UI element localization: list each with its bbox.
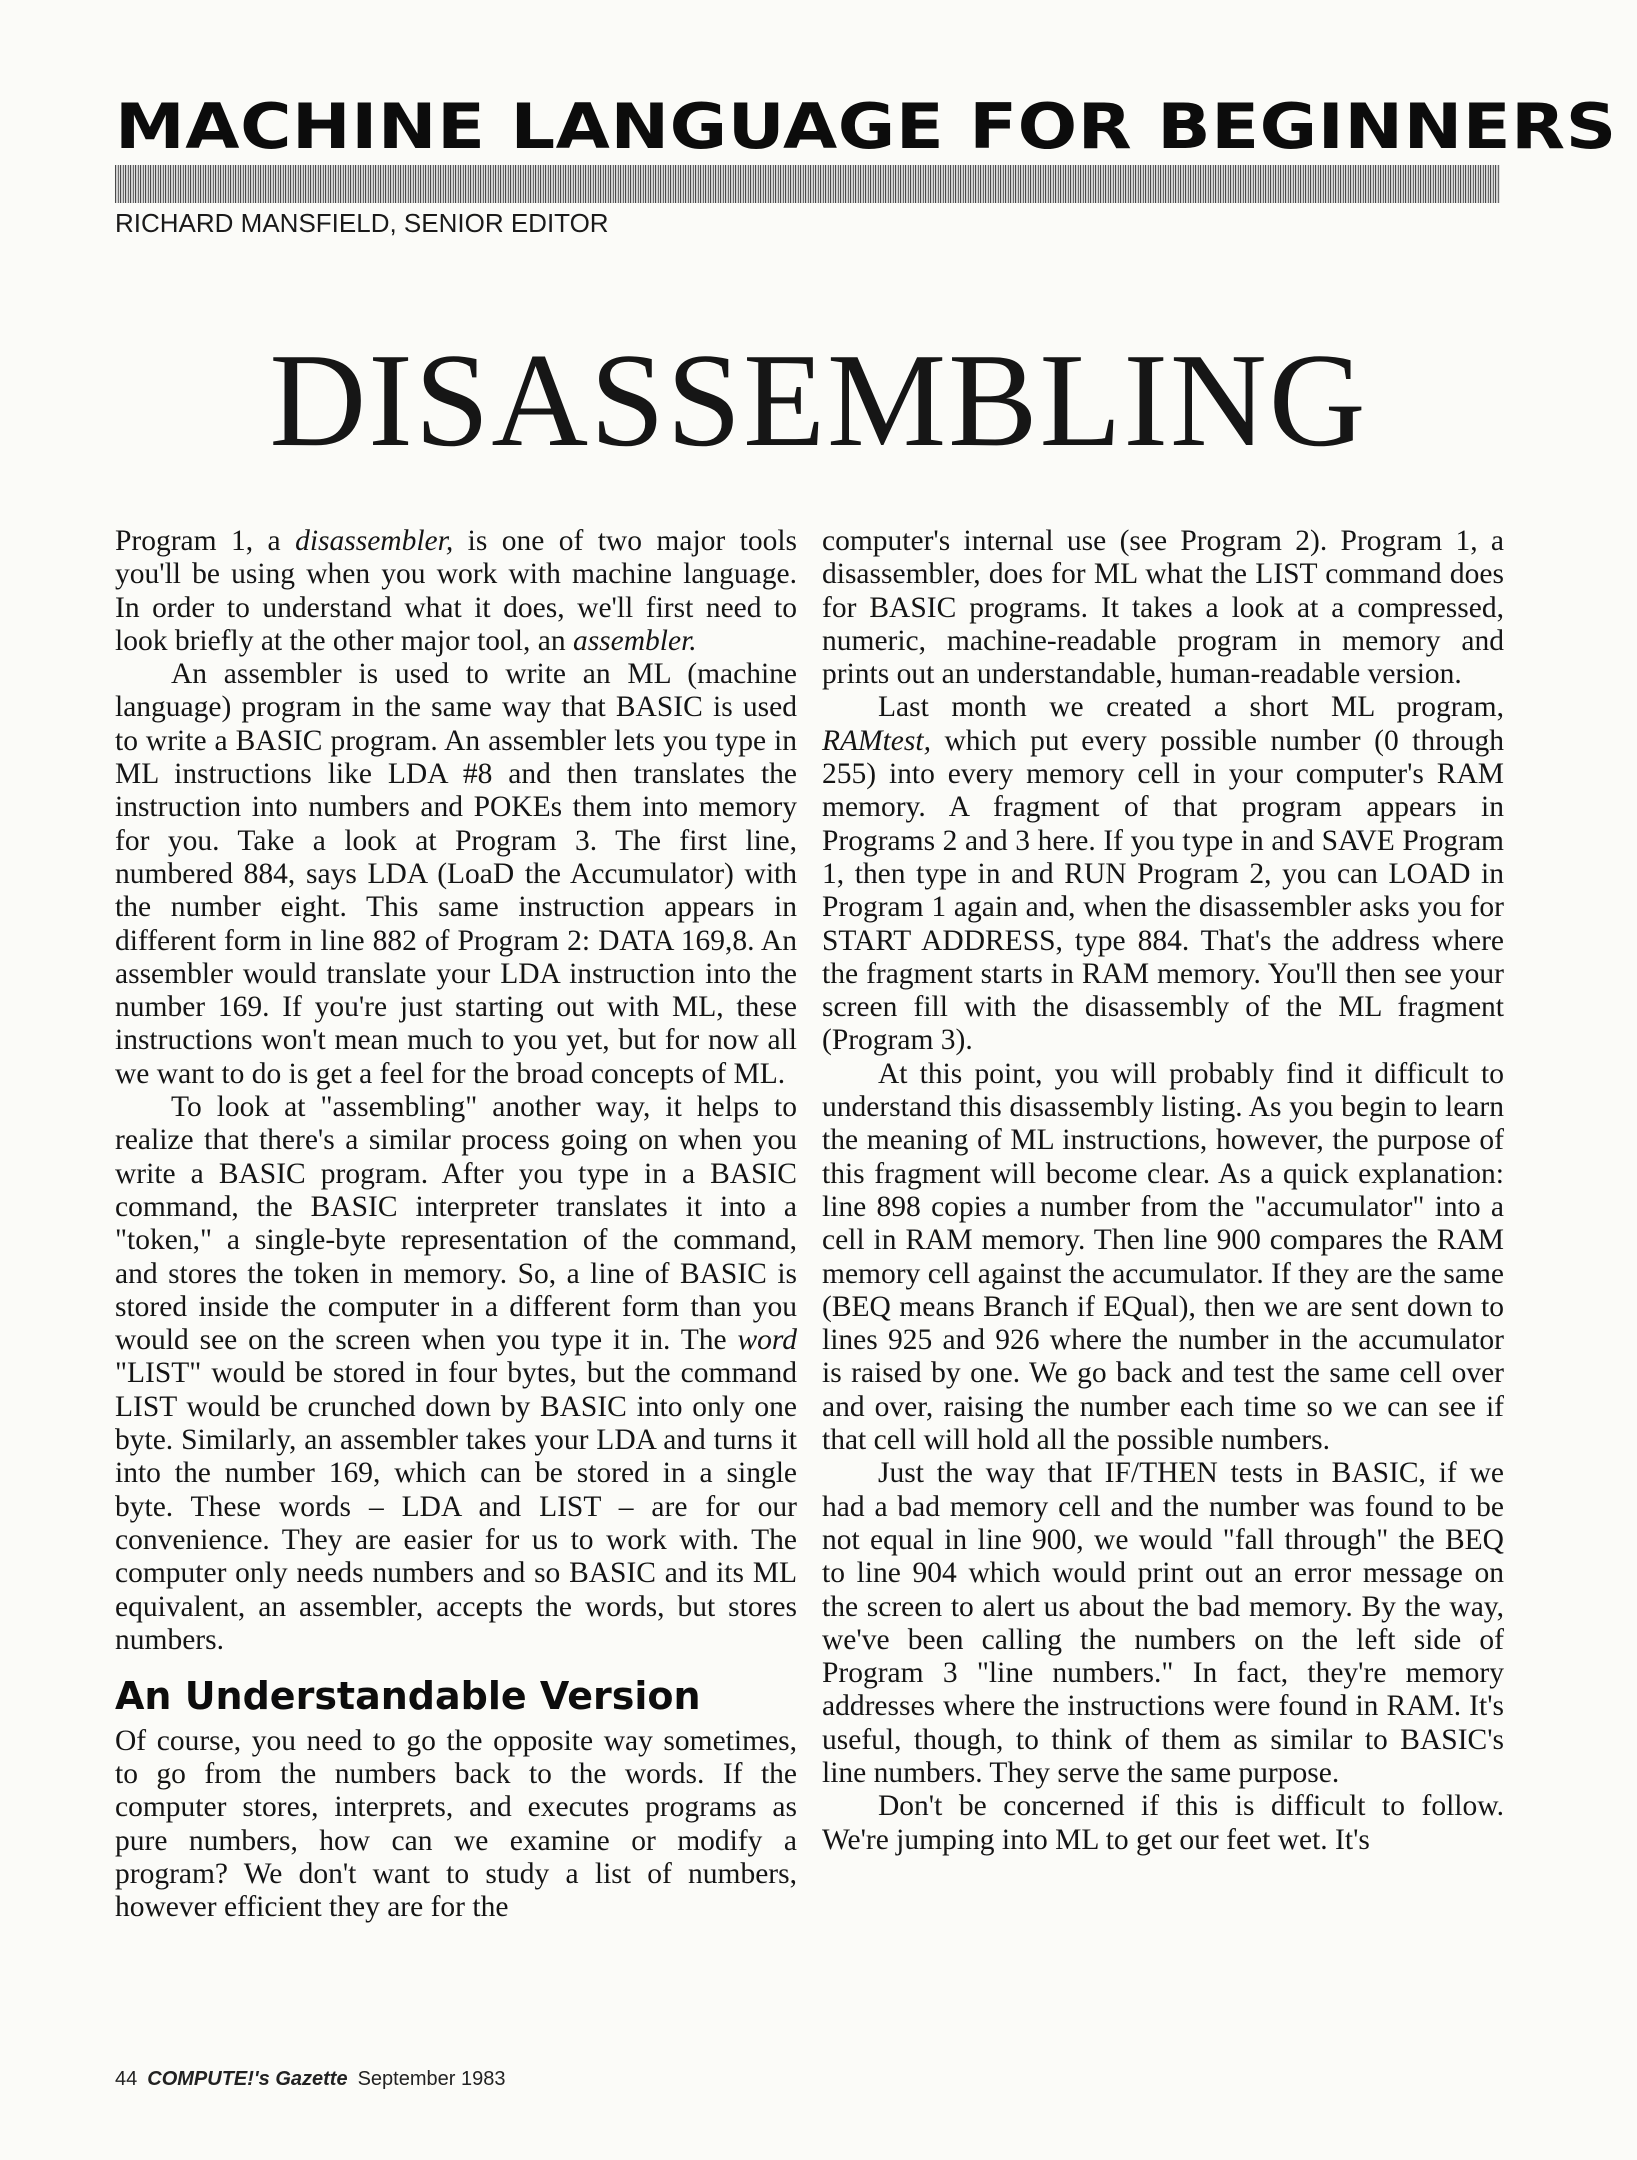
page-number: 44 <box>115 2068 138 2090</box>
section-header-title: MACHINE LANGUAGE FOR BEGINNERS <box>115 90 1617 163</box>
paragraph: Just the way that IF/THEN tests in BASIC, if we had a bad memory cell and the number was found to be not equal in line 900, we would "fall through" the BEQ to line 904 which would print out an error message on the screen to alert us about the bad memory. By the way, we've been calling the numbers on the left side of Program 3 "line numbers." In fact, they're memory addresses where the instructions were found in RAM. It's useful, though, to think of them as similar to BASIC's line numbers. They serve the same purpose. <box>822 1457 1504 1789</box>
issue-date: September 1983 <box>357 2068 506 2090</box>
paragraph: Last month we created a short ML program, RAMtest, which put every possible number (0 through 255) into every memory cell in your computer's RAM memory. A fragment of that program appears in Programs 2 and 3 here. If you type in and SAVE Program 1, then type in and RUN Program 2, you can LOAD in Program 1 again and, when the disassembler asks you for START ADDRESS, type 884. That's the address where the fragment starts in RAM memory. You'll then see your screen fill with the disassembly of the ML fragment (Program 3). <box>822 691 1504 1057</box>
author-byline: RICHARD MANSFIELD, SENIOR EDITOR <box>115 208 609 238</box>
header-rule-bar <box>115 165 1500 203</box>
publication-name: COMPUTE!'s Gazette <box>147 2068 348 2090</box>
paragraph: Of course, you need to go the opposite way sometimes, to go from the numbers back to the words. If the computer stores, interprets, and executes programs as pure numbers, how can we examine or modify a program? We don't want to study a list of numbers, however efficient they are for the <box>115 1724 797 1924</box>
right-column <box>822 525 1504 1857</box>
paragraph: Don't be concerned if this is difficult to follow. We're jumping into ML to get our feet wet. It's <box>822 1790 1504 1856</box>
paragraph: To look at "assembling" another way, it helps to realize that there's a similar process going on when you write a BASIC program. After you type in a BASIC command, the BASIC interpreter translates it into a "token," a single-byte representation of the command, and stores the token in memory. So, a line of BASIC is stored inside the computer in a different form than you would see on the screen when you type it in. The word "LIST" would be stored in four bytes, but the command LIST would be crunched down by BASIC into only one byte. Similarly, an assembler takes your LDA and turns it into the number 169, which can be stored in a single byte. These words – LDA and LIST – are for our convenience. They are easier for us to work with. The computer only needs numbers and so BASIC and its ML equivalent, an assembler, accepts the words, but stores numbers. <box>115 1091 797 1656</box>
paragraph: computer's internal use (see Program 2). Program 1, a disassembler, does for ML what the LIST command does for BASIC programs. It takes a look at a compressed, numeric, machine-readable program in memory and prints out an understandable, human-readable version. <box>822 525 1504 691</box>
article-title: DISASSEMBLING <box>269 326 1368 474</box>
paragraph: At this point, you will probably find it difficult to understand this disassembly listing. As you begin to learn the meaning of ML instructions, however, the purpose of this fragment will become clear. As a quick explanation: line 898 copies a number from the "accumulator" into a cell in RAM memory. Then line 900 compares the RAM memory cell against the accumulator. If they are the same (BEQ means Branch if EQual), then we are sent down to lines 925 and 926 where the number in the accumulator is raised by one. We go back and test the same cell over and over, raising the number each time so we can see if that cell will hold all the possible numbers. <box>822 1057 1504 1457</box>
section-subheading: An Understandable Version <box>115 1674 701 1719</box>
paragraph: An assembler is used to write an ML (machine language) program in the same way that BASIC is used to write a BASIC program. An assembler lets you type in ML instructions like LDA #8 and then translates the instruction into numbers and POKEs them into memory for you. Take a look at Program 3. The first line, numbered 884, says LDA (LoaD the Accumulator) with the number eight. This same instruction appears in different form in line 882 of Program 2: DATA 169,8. An assembler would translate your LDA instruction into the number 169. If you're just starting out with ML, these instructions won't mean much to you yet, but for now all we want to do is get a feel for the broad concepts of ML. <box>115 658 797 1090</box>
page-footer <box>115 2068 505 2091</box>
paragraph: Program 1, a disassembler, is one of two major tools you'll be using when you work with machine language. In order to understand what it does, we'll first need to look briefly at the other major tool, an assembler. <box>115 525 797 657</box>
left-column <box>115 525 797 1925</box>
